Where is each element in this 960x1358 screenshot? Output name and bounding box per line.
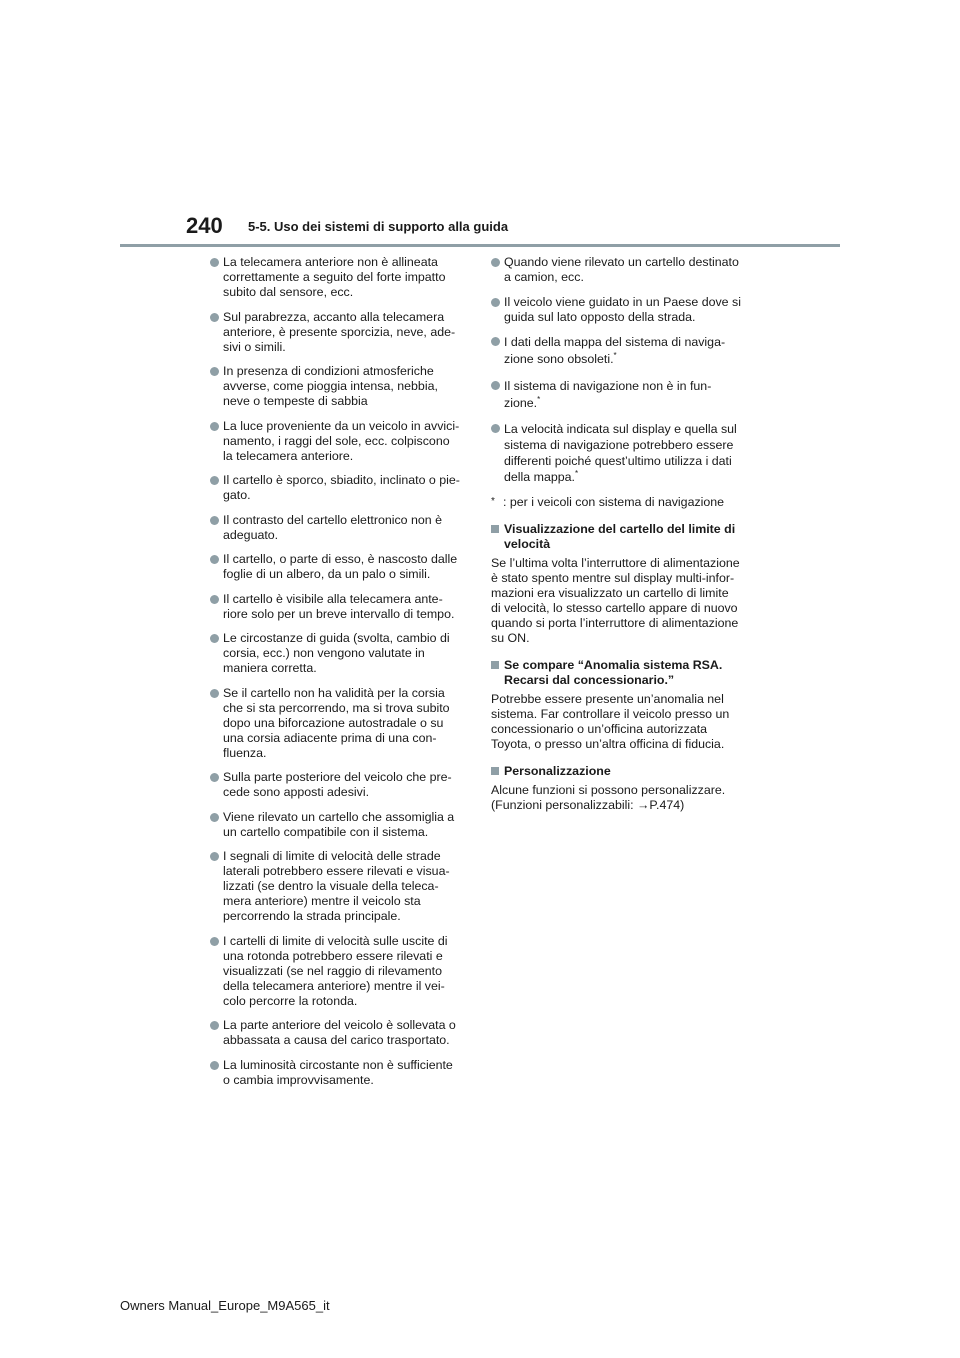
list-item (210, 310, 466, 355)
list-item (210, 934, 466, 1009)
list-item (491, 421, 747, 485)
list-item (210, 513, 466, 543)
list-item-text: I dati della mappa del sistema di naviga- zione sono obsoleti.* (504, 335, 726, 366)
footnote-ref: * (537, 394, 541, 404)
list-item-text: I cartelli di limite di velocità sulle uscite di una rotonda potrebbero essere rilevati e visualizzati (se nel raggio di rilevamento della telecamera anteriore) mentre il vei- colo percorre la rotonda. (223, 933, 448, 1008)
list-item (491, 334, 747, 368)
list-item (210, 1018, 466, 1048)
section-heading (491, 522, 747, 552)
list-item (210, 810, 466, 840)
list-item-text: Il veicolo viene guidato in un Paese dove si guida sul lato opposto della strada. (504, 294, 741, 324)
list-item (210, 592, 466, 622)
footnote-mark: * (491, 495, 495, 507)
list-item-text: Il cartello, o parte di esso, è nascosto dalle foglie di un albero, da un palo o simili. (223, 552, 458, 581)
section-heading-text: Visualizzazione del cartello del limite di velocità (504, 521, 736, 551)
list-item (491, 295, 747, 325)
list-item (210, 473, 466, 503)
list-item-text: I segnali di limite di velocità delle strade laterali potrebbero essere rilevati e visua- lizzati (se dentro la visuale della teleca- mera anteriore) mentre il veicolo sta percorrendo la strada principale. (223, 849, 450, 923)
list-item-text: La luce proveniente da un veicolo in avvici- namento, i raggi del sole, ecc. colpiscono la telecamera anteriore. (223, 418, 460, 463)
bullet-dot-icon (210, 813, 219, 822)
footer-text: Owners Manual_Europe_M9A565_it (120, 1298, 330, 1313)
bullet-dot-icon (210, 516, 219, 525)
bullet-dot-icon (210, 1061, 219, 1070)
section-body: Se l’ultima volta l’interruttore di alimentazione è stato spento mentre sul display multi-infor- mazioni era visualizzato un cartello di limite di velocità, lo stesso cartello appare di nuovo quando si porta l’interruttore di alimentazione su ON. (491, 555, 740, 645)
list-item-text: Il contrasto del cartello elettronico non è adeguato. (223, 512, 443, 542)
square-bullet-icon (491, 525, 499, 533)
right-column (491, 255, 747, 825)
bullet-dot-icon (210, 313, 219, 322)
list-item (210, 770, 466, 800)
list-item (210, 686, 466, 761)
bullet-dot-icon (210, 773, 219, 782)
section-heading (491, 764, 747, 779)
left-column (210, 255, 466, 1097)
footnote-ref: * (574, 469, 579, 478)
list-item-text: Il sistema di navigazione non è in fun- zione.* (504, 378, 712, 410)
section-body: Alcune funzioni si possono personalizzare. (Funzioni personalizzabili: →P.474) (491, 782, 726, 812)
square-bullet-icon (491, 661, 499, 669)
page-number: 240 (186, 213, 223, 238)
list-item-text: Il cartello è visibile alla telecamera ante- riore solo per un breve intervallo di tempo. (223, 591, 455, 621)
list-item (491, 255, 747, 285)
list-item-text: Le circostanze di guida (svolta, cambio di corsia, ecc.) non vengono valutate in maniera corretta. (223, 631, 450, 675)
square-bullet-icon (491, 767, 499, 775)
list-item (210, 255, 466, 300)
bullet-dot-icon (491, 337, 500, 346)
list-item-text: In presenza di condizioni atmosferiche avverse, come pioggia intensa, nebbia, neve o tempeste di sabbia (223, 364, 438, 408)
bullet-dot-icon (210, 367, 219, 376)
bullet-dot-icon (491, 424, 500, 433)
bullet-dot-icon (210, 258, 219, 267)
bullet-dot-icon (210, 476, 219, 485)
footnote (491, 495, 747, 510)
header-rule (120, 244, 840, 247)
list-item-text: La luminosità circostante non è sufficiente o cambia improvvisamente. (223, 1057, 453, 1087)
list-item-text: La telecamera anteriore non è allineata correttamente a seguito del forte impatto subito dal sensore, ecc. (223, 255, 446, 299)
list-item (210, 552, 466, 582)
section-title: 5-5. Uso dei sistemi di supporto alla guida (248, 219, 509, 234)
section-heading-text: Se compare “Anomalia sistema RSA. Recarsi dal concessionario.” (504, 657, 723, 687)
bullet-dot-icon (210, 852, 219, 861)
section-heading (491, 658, 747, 688)
list-item-text: La parte anteriore del veicolo è sollevata o abbassata a causa del carico trasportato. (223, 1018, 456, 1047)
section-body: Potrebbe essere presente un’anomalia nel sistema. Far controllare il veicolo presso un concessionario o un’officina autorizzata Toyota, o presso un’altra officina di fiducia. (491, 691, 730, 751)
list-item-text: Sulla parte posteriore del veicolo che pre- cede sono apposti adesivi. (223, 770, 452, 799)
list-item (491, 378, 747, 412)
bullet-dot-icon (210, 595, 219, 604)
list-item (210, 849, 466, 924)
list-item-text: Sul parabrezza, accanto alla telecamera anteriore, è presente sporcizia, neve, ade- sivi o simili. (223, 309, 456, 354)
list-item-text: Viene rilevato un cartello che assomiglia a un cartello compatibile con il sistema. (223, 809, 455, 839)
list-item-text: Se il cartello non ha validità per la corsia che si sta percorrendo, ma si trova subito dopo una biforcazione autostradale o su una corsia adiacente prima di una con- fluenza. (223, 685, 450, 760)
bullet-dot-icon (491, 258, 500, 267)
bullet-dot-icon (210, 1021, 219, 1030)
section-heading-text: Personalizzazione (504, 763, 611, 778)
bullet-dot-icon (210, 555, 219, 564)
list-item (210, 1058, 466, 1088)
list-item-text: La velocità indicata sul display e quella sul sistema di navigazione potrebbero essere differenti poiché quest’ultimo utilizza i dati della mappa.* (504, 422, 737, 484)
list-item-text: Il cartello è sporco, sbiadito, inclinato o pie- gato. (223, 473, 460, 502)
list-item (210, 631, 466, 676)
bullet-dot-icon (210, 689, 219, 698)
footnote-ref: * (613, 351, 617, 360)
list-item (210, 364, 466, 409)
bullet-dot-icon (491, 298, 500, 307)
footnote-text: : per i veicoli con sistema di navigazione (503, 494, 725, 509)
bullet-dot-icon (210, 634, 219, 643)
bullet-dot-icon (210, 422, 219, 431)
bullet-dot-icon (491, 381, 500, 390)
bullet-dot-icon (210, 937, 219, 946)
list-item-text: Quando viene rilevato un cartello destinato a camion, ecc. (504, 255, 739, 284)
list-item (210, 419, 466, 464)
